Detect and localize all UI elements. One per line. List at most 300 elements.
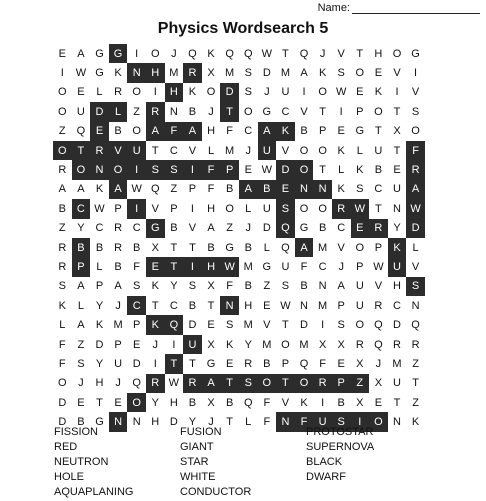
grid-cell[interactable]: D [90, 102, 109, 121]
grid-cell[interactable]: L [96, 260, 103, 273]
grid-cell[interactable]: S [332, 412, 351, 431]
grid-cell[interactable]: S [411, 105, 420, 118]
grid-cell[interactable]: J [115, 299, 121, 312]
grid-cell[interactable]: F [133, 260, 141, 273]
grid-cell[interactable]: M [318, 299, 328, 312]
grid-cell[interactable]: M [169, 67, 179, 80]
grid-cell[interactable]: J [375, 357, 382, 370]
grid-cell[interactable]: P [170, 202, 178, 215]
grid-cell[interactable]: W [373, 260, 384, 273]
grid-cell[interactable]: T [151, 144, 159, 157]
grid-cell[interactable]: K [146, 315, 165, 334]
grid-cell[interactable]: N [393, 202, 401, 215]
grid-cell[interactable]: I [172, 338, 176, 351]
grid-cell[interactable]: T [393, 396, 401, 409]
grid-cell[interactable]: L [96, 86, 103, 99]
grid-cell[interactable]: B [188, 396, 197, 409]
grid-cell[interactable]: F [300, 260, 308, 273]
grid-cell[interactable]: S [58, 280, 66, 293]
grid-cell[interactable]: O [58, 105, 67, 118]
grid-cell[interactable]: Q [374, 319, 383, 332]
grid-cell[interactable]: A [109, 180, 128, 199]
grid-cell[interactable]: C [244, 125, 253, 138]
grid-cell[interactable]: G [95, 47, 104, 60]
grid-cell[interactable]: S [337, 319, 345, 332]
grid-cell[interactable]: O [369, 412, 388, 431]
grid-cell[interactable]: B [300, 125, 308, 138]
grid-cell[interactable]: B [337, 396, 345, 409]
grid-cell[interactable]: I [127, 160, 146, 179]
grid-cell[interactable]: K [374, 86, 383, 99]
grid-cell[interactable]: X [393, 125, 401, 138]
grid-cell[interactable]: V [281, 396, 290, 409]
grid-cell[interactable]: K [318, 67, 327, 80]
grid-cell[interactable]: A [239, 180, 258, 199]
grid-cell[interactable]: Y [151, 396, 159, 409]
grid-cell[interactable]: D [132, 357, 141, 370]
grid-cell[interactable]: T [319, 105, 326, 118]
grid-cell[interactable]: W [261, 164, 273, 177]
grid-cell[interactable]: Q [276, 219, 295, 238]
grid-cell[interactable]: A [207, 222, 215, 235]
grid-cell[interactable]: N [411, 299, 420, 312]
grid-cell[interactable]: J [171, 47, 177, 60]
grid-cell[interactable]: J [208, 105, 214, 118]
grid-cell[interactable]: O [355, 67, 365, 80]
grid-cell[interactable]: D [95, 338, 104, 351]
grid-cell[interactable]: X [318, 338, 327, 351]
grid-cell[interactable]: J [245, 222, 251, 235]
grid-cell[interactable]: I [190, 202, 194, 215]
grid-cell[interactable]: R [332, 199, 351, 218]
grid-cell[interactable]: M [243, 319, 253, 332]
grid-cell[interactable]: D [58, 396, 67, 409]
grid-cell[interactable]: L [356, 144, 363, 157]
grid-cell[interactable]: G [262, 260, 272, 273]
grid-cell[interactable]: M [318, 241, 328, 254]
grid-cell[interactable]: G [225, 241, 234, 254]
grid-cell[interactable]: F [295, 412, 314, 431]
grid-cell[interactable]: U [127, 141, 146, 160]
grid-cell[interactable]: T [393, 105, 401, 118]
grid-cell[interactable]: O [411, 125, 420, 138]
grid-cell[interactable]: B [133, 241, 141, 254]
grid-cell[interactable]: H [244, 299, 253, 312]
grid-cell[interactable]: N [276, 412, 295, 431]
grid-cell[interactable]: N [313, 180, 332, 199]
grid-cell[interactable]: R [58, 260, 67, 273]
grid-cell[interactable]: C [95, 222, 104, 235]
grid-cell[interactable]: D [169, 416, 178, 429]
grid-cell[interactable]: X [151, 241, 159, 254]
grid-cell[interactable]: S [225, 319, 234, 332]
grid-cell[interactable]: W [220, 257, 239, 276]
grid-cell[interactable]: B [244, 241, 252, 254]
grid-cell[interactable]: Q [150, 183, 160, 196]
grid-cell[interactable]: E [225, 357, 234, 370]
grid-cell[interactable]: X [337, 338, 345, 351]
grid-cell[interactable]: Q [243, 47, 253, 60]
grid-cell[interactable]: D [406, 219, 425, 238]
grid-cell[interactable]: O [355, 319, 365, 332]
grid-cell[interactable]: X [356, 357, 364, 370]
grid-cell[interactable]: I [414, 67, 418, 80]
grid-cell[interactable]: G [206, 357, 216, 370]
grid-cell[interactable]: X [356, 396, 364, 409]
grid-cell[interactable]: H [374, 47, 383, 60]
grid-cell[interactable]: T [96, 396, 103, 409]
grid-cell[interactable]: O [225, 202, 234, 215]
grid-cell[interactable]: T [165, 257, 184, 276]
grid-cell[interactable]: B [225, 183, 234, 196]
grid-cell[interactable]: U [313, 412, 332, 431]
grid-cell[interactable]: I [321, 396, 325, 409]
grid-cell[interactable]: E [58, 47, 66, 60]
grid-cell[interactable]: E [337, 125, 345, 138]
grid-cell[interactable]: P [318, 125, 327, 138]
grid-cell[interactable]: V [411, 86, 420, 99]
grid-cell[interactable]: T [189, 357, 196, 370]
grid-cell[interactable]: U [114, 357, 123, 370]
grid-cell[interactable]: V [411, 260, 420, 273]
grid-cell[interactable]: V [337, 241, 345, 254]
grid-cell[interactable]: T [319, 164, 326, 177]
grid-cell[interactable]: C [337, 222, 346, 235]
grid-cell[interactable]: I [183, 160, 202, 179]
grid-cell[interactable]: U [258, 141, 277, 160]
grid-cell[interactable]: T [72, 141, 91, 160]
grid-cell[interactable]: K [337, 144, 345, 157]
grid-cell[interactable]: Z [77, 338, 85, 351]
grid-cell[interactable]: N [220, 296, 239, 315]
grid-cell[interactable]: B [95, 241, 104, 254]
grid-cell[interactable]: P [114, 338, 122, 351]
grid-cell[interactable]: S [244, 67, 252, 80]
grid-cell[interactable]: Z [226, 222, 233, 235]
grid-cell[interactable]: O [58, 86, 67, 99]
grid-cell[interactable]: C [72, 199, 91, 218]
grid-cell[interactable]: V [263, 319, 271, 332]
grid-cell[interactable]: P [188, 183, 197, 196]
grid-cell[interactable]: K [356, 164, 364, 177]
grid-cell[interactable]: Y [95, 357, 104, 370]
grid-cell[interactable]: Z [263, 280, 271, 293]
grid-cell[interactable]: S [276, 199, 295, 218]
grid-cell[interactable]: P [220, 160, 239, 179]
name-line[interactable] [352, 2, 480, 14]
grid-cell[interactable]: F [319, 357, 326, 370]
grid-cell[interactable]: D [300, 319, 308, 332]
grid-cell[interactable]: Z [412, 396, 419, 409]
grid-cell[interactable]: O [392, 47, 402, 60]
grid-cell[interactable]: Q [225, 47, 234, 60]
grid-cell[interactable]: J [319, 47, 326, 60]
grid-cell[interactable]: Q [243, 396, 253, 409]
grid-cell[interactable]: L [77, 299, 84, 312]
grid-cell[interactable]: U [183, 335, 202, 354]
grid-cell[interactable]: F [58, 357, 66, 370]
grid-cell[interactable]: O [206, 86, 216, 99]
grid-cell[interactable]: R [313, 374, 332, 393]
grid-cell[interactable]: Q [299, 357, 309, 370]
grid-cell[interactable]: F [226, 280, 233, 293]
grid-cell[interactable]: R [58, 241, 67, 254]
grid-cell[interactable]: Y [77, 222, 85, 235]
grid-cell[interactable]: B [225, 396, 234, 409]
grid-cell[interactable]: E [77, 86, 85, 99]
grid-cell[interactable]: D [262, 222, 271, 235]
grid-cell[interactable]: T [393, 144, 401, 157]
grid-cell[interactable]: V [374, 280, 383, 293]
grid-cell[interactable]: E [114, 396, 122, 409]
grid-cell[interactable]: W [351, 199, 370, 218]
grid-cell[interactable]: S [239, 374, 258, 393]
grid-cell[interactable]: H [95, 377, 104, 390]
grid-cell[interactable]: K [411, 416, 420, 429]
grid-cell[interactable]: L [338, 164, 345, 177]
grid-cell[interactable]: R [114, 222, 123, 235]
grid-cell[interactable]: T [151, 299, 159, 312]
grid-cell[interactable]: E [207, 319, 215, 332]
grid-cell[interactable]: V [151, 202, 159, 215]
grid-cell[interactable]: M [392, 357, 402, 370]
grid-cell[interactable]: C [318, 260, 327, 273]
grid-cell[interactable]: A [183, 122, 202, 141]
grid-cell[interactable]: T [207, 299, 215, 312]
grid-cell[interactable]: O [109, 160, 128, 179]
grid-cell[interactable]: X [207, 396, 215, 409]
grid-cell[interactable]: S [146, 160, 165, 179]
grid-cell[interactable]: O [127, 393, 146, 412]
grid-cell[interactable]: O [374, 105, 383, 118]
grid-cell[interactable]: U [76, 105, 85, 118]
grid-cell[interactable]: N [300, 299, 308, 312]
grid-cell[interactable]: I [60, 67, 64, 80]
grid-cell[interactable]: N [393, 416, 401, 429]
grid-cell[interactable]: O [150, 47, 160, 60]
grid-cell[interactable]: L [245, 202, 252, 215]
grid-cell[interactable]: E [276, 180, 295, 199]
grid-cell[interactable]: X [374, 377, 383, 390]
grid-cell[interactable]: K [337, 183, 345, 196]
grid-cell[interactable]: B [77, 416, 85, 429]
grid-cell[interactable]: V [300, 105, 308, 118]
grid-cell[interactable]: A [77, 280, 85, 293]
grid-cell[interactable]: F [263, 416, 271, 429]
grid-cell[interactable]: W [336, 86, 347, 99]
grid-cell[interactable]: B [374, 164, 383, 177]
grid-cell[interactable]: S [337, 67, 345, 80]
grid-cell[interactable]: B [263, 357, 271, 370]
grid-cell[interactable]: P [356, 260, 364, 273]
grid-cell[interactable]: I [153, 86, 157, 99]
grid-cell[interactable]: K [58, 299, 66, 312]
grid-cell[interactable]: B [58, 202, 66, 215]
grid-cell[interactable]: V [337, 47, 345, 60]
grid-cell[interactable]: U [388, 257, 407, 276]
grid-cell[interactable]: O [132, 86, 141, 99]
grid-cell[interactable]: A [77, 319, 85, 332]
grid-cell[interactable]: K [207, 47, 215, 60]
grid-cell[interactable]: D [220, 83, 239, 102]
grid-cell[interactable]: J [338, 260, 344, 273]
grid-cell[interactable]: E [337, 357, 345, 370]
grid-cell[interactable]: E [244, 164, 252, 177]
grid-cell[interactable]: B [170, 222, 178, 235]
grid-cell[interactable]: O [318, 86, 327, 99]
grid-cell[interactable]: W [75, 67, 87, 80]
grid-cell[interactable]: A [406, 180, 425, 199]
grid-cell[interactable]: O [132, 125, 141, 138]
grid-cell[interactable]: N [127, 63, 146, 82]
grid-cell[interactable]: H [207, 125, 216, 138]
grid-cell[interactable]: X [207, 280, 215, 293]
grid-cell[interactable]: A [146, 122, 165, 141]
grid-cell[interactable]: F [58, 338, 66, 351]
grid-cell[interactable]: R [90, 141, 109, 160]
grid-cell[interactable]: R [183, 374, 202, 393]
grid-cell[interactable]: Q [76, 125, 86, 138]
grid-cell[interactable]: Z [133, 105, 141, 118]
grid-cell[interactable]: T [220, 374, 239, 393]
grid-cell[interactable]: E [393, 164, 401, 177]
grid-cell[interactable]: W [406, 199, 425, 218]
grid-cell[interactable]: T [412, 377, 419, 390]
grid-cell[interactable]: K [188, 86, 197, 99]
grid-cell[interactable]: V [109, 141, 128, 160]
grid-cell[interactable]: O [295, 160, 314, 179]
grid-cell[interactable]: E [374, 67, 383, 80]
grid-cell[interactable]: E [356, 86, 364, 99]
grid-cell[interactable]: K [300, 396, 308, 409]
grid-cell[interactable]: M [243, 260, 253, 273]
grid-cell[interactable]: T [356, 47, 364, 60]
grid-cell[interactable]: A [295, 238, 314, 257]
grid-cell[interactable]: R [146, 102, 165, 121]
grid-cell[interactable]: U [262, 202, 271, 215]
grid-cell[interactable]: P [72, 257, 91, 276]
grid-cell[interactable]: I [351, 412, 370, 431]
grid-cell[interactable]: B [244, 280, 252, 293]
grid-cell[interactable]: O [318, 144, 327, 157]
grid-cell[interactable]: B [318, 222, 327, 235]
grid-cell[interactable]: R [411, 338, 420, 351]
grid-cell[interactable]: S [406, 277, 425, 296]
grid-cell[interactable]: W [261, 47, 273, 60]
grid-cell[interactable]: M [262, 338, 272, 351]
grid-cell[interactable]: A [114, 280, 122, 293]
grid-cell[interactable]: P [356, 105, 364, 118]
grid-cell[interactable]: R [58, 164, 67, 177]
grid-cell[interactable]: O [53, 141, 72, 160]
grid-cell[interactable]: P [114, 202, 122, 215]
grid-cell[interactable]: N [318, 280, 327, 293]
grid-cell[interactable]: B [207, 241, 215, 254]
grid-cell[interactable]: U [393, 183, 401, 196]
grid-cell[interactable]: H [151, 416, 160, 429]
grid-cell[interactable]: R [393, 338, 401, 351]
grid-cell[interactable]: L [207, 144, 215, 157]
grid-cell[interactable]: O [299, 144, 309, 157]
grid-cell[interactable]: G [355, 125, 365, 138]
grid-cell[interactable]: B [258, 180, 277, 199]
grid-cell[interactable]: Q [132, 377, 141, 390]
grid-cell[interactable]: A [58, 183, 66, 196]
grid-cell[interactable]: X [207, 338, 215, 351]
grid-cell[interactable]: B [114, 125, 122, 138]
grid-cell[interactable]: G [299, 222, 309, 235]
grid-cell[interactable]: R [355, 338, 364, 351]
grid-cell[interactable]: I [127, 199, 146, 218]
grid-cell[interactable]: Z [170, 183, 178, 196]
grid-cell[interactable]: R [406, 160, 425, 179]
grid-cell[interactable]: R [369, 219, 388, 238]
grid-cell[interactable]: A [337, 280, 345, 293]
grid-cell[interactable]: C [374, 183, 383, 196]
grid-cell[interactable]: D [262, 67, 271, 80]
grid-cell[interactable]: K [114, 67, 122, 80]
grid-cell[interactable]: T [282, 319, 289, 332]
grid-cell[interactable]: V [188, 222, 197, 235]
grid-cell[interactable]: G [262, 105, 272, 118]
grid-cell[interactable]: Z [412, 357, 419, 370]
grid-cell[interactable]: X [207, 67, 215, 80]
grid-cell[interactable]: K [151, 280, 159, 293]
grid-cell[interactable]: V [188, 144, 197, 157]
grid-cell[interactable]: Q [188, 47, 197, 60]
grid-cell[interactable]: D [188, 319, 197, 332]
grid-cell[interactable]: P [332, 374, 351, 393]
grid-cell[interactable]: J [78, 377, 84, 390]
grid-cell[interactable]: G [109, 44, 128, 63]
grid-cell[interactable]: S [77, 357, 85, 370]
grid-cell[interactable]: R [183, 63, 202, 82]
grid-cell[interactable]: T [375, 125, 382, 138]
grid-cell[interactable]: B [300, 280, 308, 293]
grid-cell[interactable]: J [208, 416, 214, 429]
grid-cell[interactable]: W [94, 202, 105, 215]
grid-cell[interactable]: T [220, 102, 239, 121]
grid-cell[interactable]: T [189, 241, 196, 254]
grid-cell[interactable]: U [393, 377, 401, 390]
grid-cell[interactable]: Y [170, 280, 178, 293]
grid-cell[interactable]: E [133, 338, 141, 351]
grid-cell[interactable]: U [281, 86, 290, 99]
grid-cell[interactable]: D [276, 160, 295, 179]
grid-cell[interactable]: P [95, 280, 104, 293]
grid-cell[interactable]: J [152, 338, 159, 351]
grid-cell[interactable]: Z [58, 125, 66, 138]
grid-cell[interactable]: C [393, 299, 401, 312]
grid-cell[interactable]: P [374, 241, 383, 254]
grid-cell[interactable]: M [225, 67, 235, 80]
grid-cell[interactable]: W [168, 377, 180, 390]
grid-cell[interactable]: U [355, 280, 364, 293]
grid-cell[interactable]: S [281, 280, 290, 293]
grid-cell[interactable]: H [393, 280, 401, 293]
grid-cell[interactable]: O [295, 374, 314, 393]
grid-cell[interactable]: J [245, 144, 251, 157]
grid-cell[interactable]: R [114, 86, 123, 99]
grid-cell[interactable]: B [72, 238, 91, 257]
grid-cell[interactable]: S [244, 86, 252, 99]
grid-cell[interactable]: N [90, 160, 109, 179]
grid-cell[interactable]: H [207, 202, 216, 215]
grid-cell[interactable]: H [169, 396, 178, 409]
grid-cell[interactable]: H [165, 83, 184, 102]
grid-cell[interactable]: B [188, 105, 197, 118]
grid-cell[interactable]: C [132, 222, 141, 235]
